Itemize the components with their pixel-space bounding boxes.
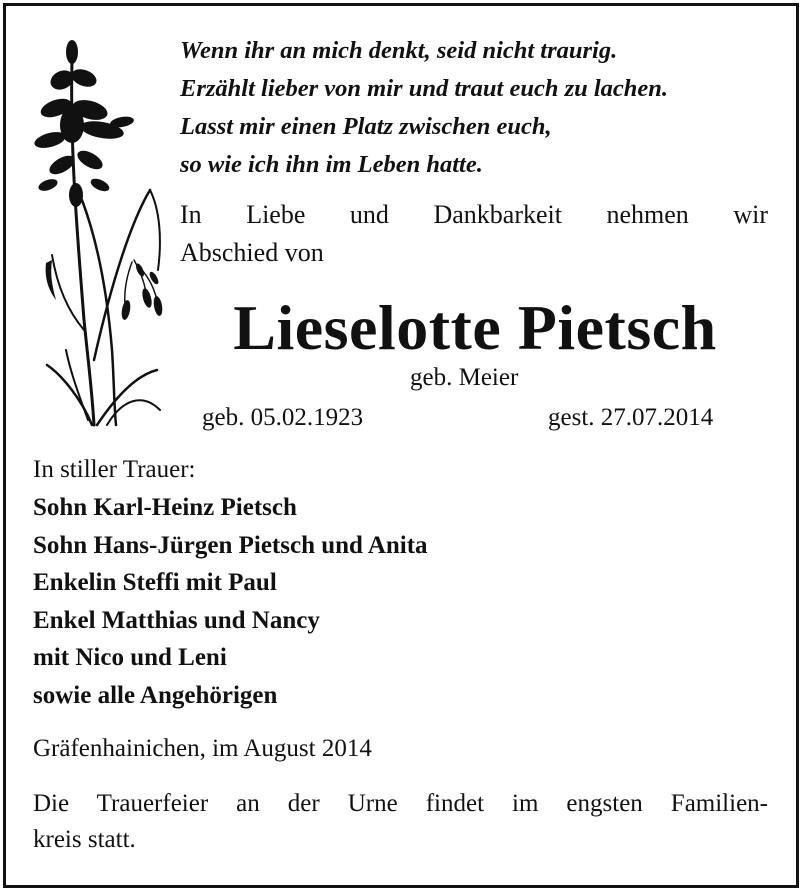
notice-line-1: Die Trauerfeier an der Urne findet im engsten Familien-	[33, 790, 768, 817]
mourners-list	[33, 489, 428, 714]
mourner-item: Enkel Matthias und Nancy	[33, 606, 320, 634]
grass-plant-icon	[22, 30, 172, 430]
notice-line-2: kreis statt.	[33, 826, 136, 853]
mourner-item: Sohn Karl-Heinz Pietsch	[33, 494, 297, 521]
mourner-item: mit Nico und Leni	[33, 644, 227, 671]
poem-line: Lasst mir einen Platz zwischen euch,	[180, 113, 552, 140]
mourner-item: Enkelin Steffi mit Paul	[33, 569, 277, 596]
intro-line-1: In Liebe und Dankbarkeit nehmen wir	[180, 200, 768, 229]
mourner-item: sowie alle Angehörigen	[33, 681, 278, 709]
funeral-notice	[33, 786, 768, 858]
memorial-poem	[180, 32, 780, 184]
deceased-name: Lieselotte Pietsch	[233, 292, 717, 363]
intro-line-2: Abschied von	[180, 238, 324, 267]
birth-date: geb. 05.02.1923	[202, 404, 364, 431]
mourners-heading: In stiller Trauer:	[33, 456, 196, 483]
farewell-intro	[180, 196, 768, 272]
poem-line: so wie ich ihn im Leben hatte.	[180, 151, 483, 178]
place-and-date: Gräfenhainichen, im August 2014	[33, 735, 372, 762]
maiden-name: geb. Meier	[410, 364, 519, 391]
poem-line: Erzählt lieber von mir und traut euch zu lachen.	[180, 75, 669, 102]
poem-line: Wenn ihr an mich denkt, seid nicht traurig.	[180, 37, 618, 64]
death-date: gest. 27.07.2014	[548, 404, 714, 431]
mourner-item: Sohn Hans-Jürgen Pietsch und Anita	[33, 531, 428, 559]
